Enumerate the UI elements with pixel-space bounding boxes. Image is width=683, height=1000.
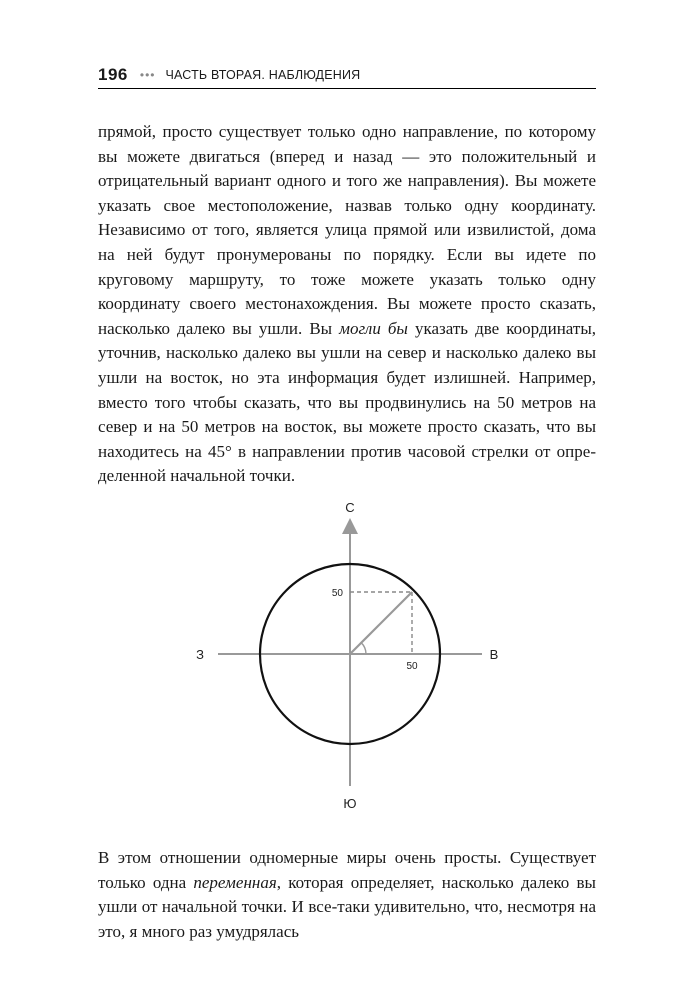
paragraph-1-text-a: прямой, просто существует только одно направление, по которому вы можете двигаться (вперед и назад — это положительный и отрицательный вариант одного и того же направления). Вы можете указать свое местоположение, назвав только одну координату. Независимо от того, является улица прямой или извилистой, дома на ней будут пронумерованы по порядку. Если вы идете по круговому маршруту, то тоже можете указать только одну координату своего местонахождения. Вы можете просто сказать, насколько далеко вы ушли. Вы: [98, 122, 596, 338]
y-tick-label: 50: [331, 588, 343, 599]
page-number: 196: [98, 65, 128, 84]
x-tick-label: 50: [406, 661, 418, 672]
north-label: С: [345, 500, 355, 515]
compass-diagram: [180, 496, 520, 821]
paragraph-2-text-b: , которая определяет, насколько далеко вы ушли от начальной точки. И все-таки удивительно, что, несмотря на это, я много раз умудрялась: [98, 872, 596, 941]
running-title: ЧАСТЬ ВТОРАЯ. НАБЛЮДЕНИЯ: [165, 68, 361, 82]
paragraph-2-text-a: В этом отношении одномерные миры очень просты. Существует только одна: [98, 848, 596, 892]
paragraph-1-text-b: указать две координаты, уточнив, насколько далеко вы ушли на север и насколько далеко вы ушли на восток, но эта информация будет излишней. Например, вместо того чтобы сказать, что вы продвинулись на 50 метров на север и на 50 метров на восток, вы можете просто сказать, что вы находитесь на 45° в направлении против часовой стрелки от определенной начальной точки.: [98, 318, 596, 486]
running-header: [98, 62, 596, 89]
angle-arc: [361, 643, 366, 654]
paragraph-1-emphasis: могли бы: [339, 318, 408, 338]
south-label: Ю: [343, 796, 357, 811]
west-label: З: [196, 647, 204, 662]
paragraph-1: [98, 120, 596, 489]
east-label: В: [489, 647, 499, 662]
paragraph-2: [98, 846, 596, 944]
paragraph-2-emphasis: переменная: [193, 872, 277, 892]
radius-vector: [350, 592, 412, 654]
header-dots: •••: [139, 68, 156, 82]
